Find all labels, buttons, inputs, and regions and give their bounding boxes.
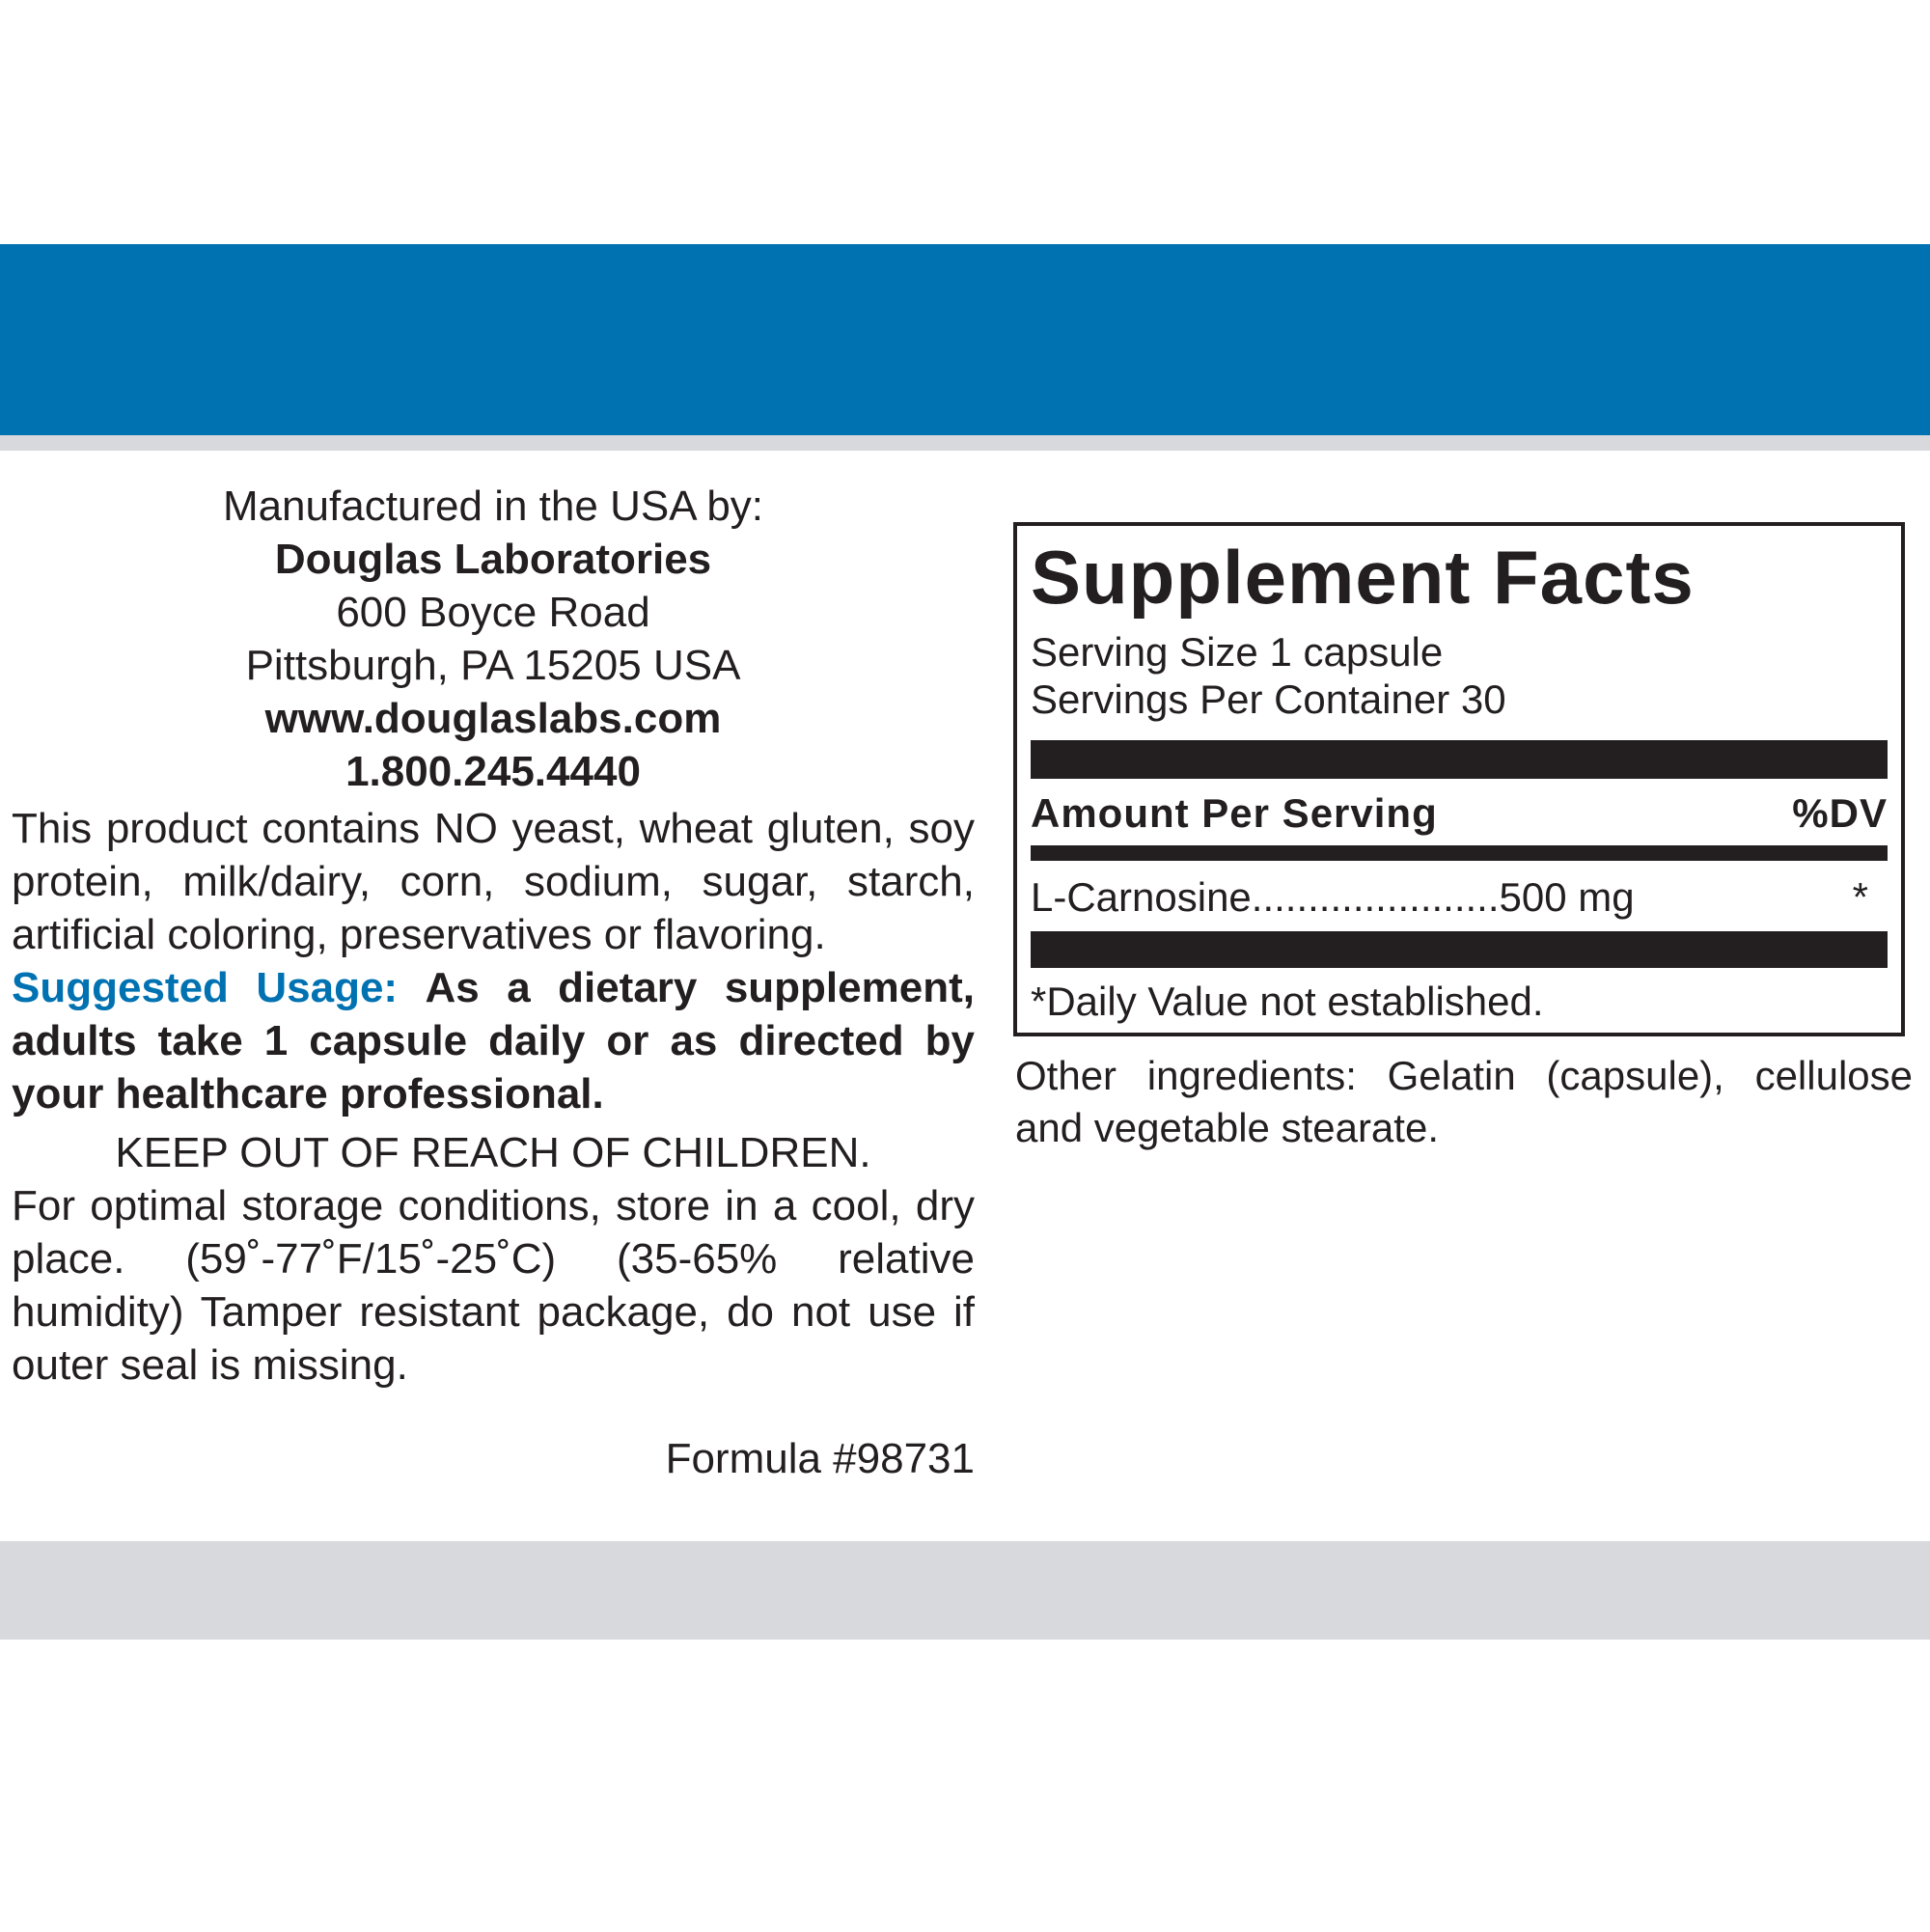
manufacturer-block <box>12 480 975 798</box>
facts-divider-medium <box>1031 845 1888 861</box>
manufacturer-phone: 1.800.245.4440 <box>345 748 641 795</box>
serving-size: Serving Size 1 capsule <box>1031 629 1444 675</box>
top-gray-stripe <box>0 435 1930 451</box>
nutrient-dv: * <box>1852 874 1868 920</box>
storage-instructions: For optimal storage conditions, store in a cool, dry place. (59˚-77˚F/15˚-25˚C) (35-65% relative humidity) Tamper resistant package, do not use if outer seal is missing. <box>12 1182 975 1389</box>
amount-header-row <box>1031 787 1888 841</box>
nutrient-leader-dots: ...................... <box>1251 874 1500 920</box>
nutrient-amount: 500 mg <box>1499 874 1635 920</box>
amount-per-serving-header: Amount Per Serving <box>1031 790 1438 836</box>
nutrient-name: L-Carnosine <box>1031 874 1252 920</box>
suggested-usage-text: As a dietary supplement, adults take 1 capsule daily or as directed by your healthcare professional. <box>12 964 975 1118</box>
daily-value-footnote: *Daily Value not established. <box>1031 979 1544 1024</box>
formula-number: Formula #98731 <box>665 1435 975 1482</box>
other-ingredients: Other ingredients: Gelatin (capsule), cellulose and vegetable stearate. <box>1015 1053 1913 1150</box>
allergen-statement: This product contains NO yeast, wheat gluten, soy protein, milk/dairy, corn, sodium, sugar, starch, artificial coloring, preservatives or flavoring. <box>12 805 975 958</box>
servings-per-container: Servings Per Container 30 <box>1031 676 1506 722</box>
facts-divider-bottom <box>1031 931 1888 968</box>
children-warning: KEEP OUT OF REACH OF CHILDREN. <box>115 1129 871 1176</box>
nutrient-row <box>1031 869 1888 926</box>
supplement-facts-panel <box>1013 522 1905 1036</box>
supplement-facts-title: Supplement Facts <box>1031 535 1695 620</box>
top-blue-band <box>0 244 1930 435</box>
label-left-column <box>12 480 975 1482</box>
manufacturer-street: 600 Boyce Road <box>336 589 650 636</box>
suggested-usage <box>12 961 975 1120</box>
suggested-usage-label: Suggested Usage: <box>12 964 399 1011</box>
manufacturer-city: Pittsburgh, PA 15205 USA <box>245 642 741 689</box>
manufacturer-website: www.douglaslabs.com <box>264 695 722 742</box>
dv-header: %DV <box>1792 790 1888 836</box>
facts-divider-thick <box>1031 740 1888 779</box>
manufacturer-company: Douglas Laboratories <box>274 536 712 583</box>
bottom-gray-band <box>0 1541 1930 1640</box>
manufacturer-intro: Manufactured in the USA by: <box>222 483 764 530</box>
